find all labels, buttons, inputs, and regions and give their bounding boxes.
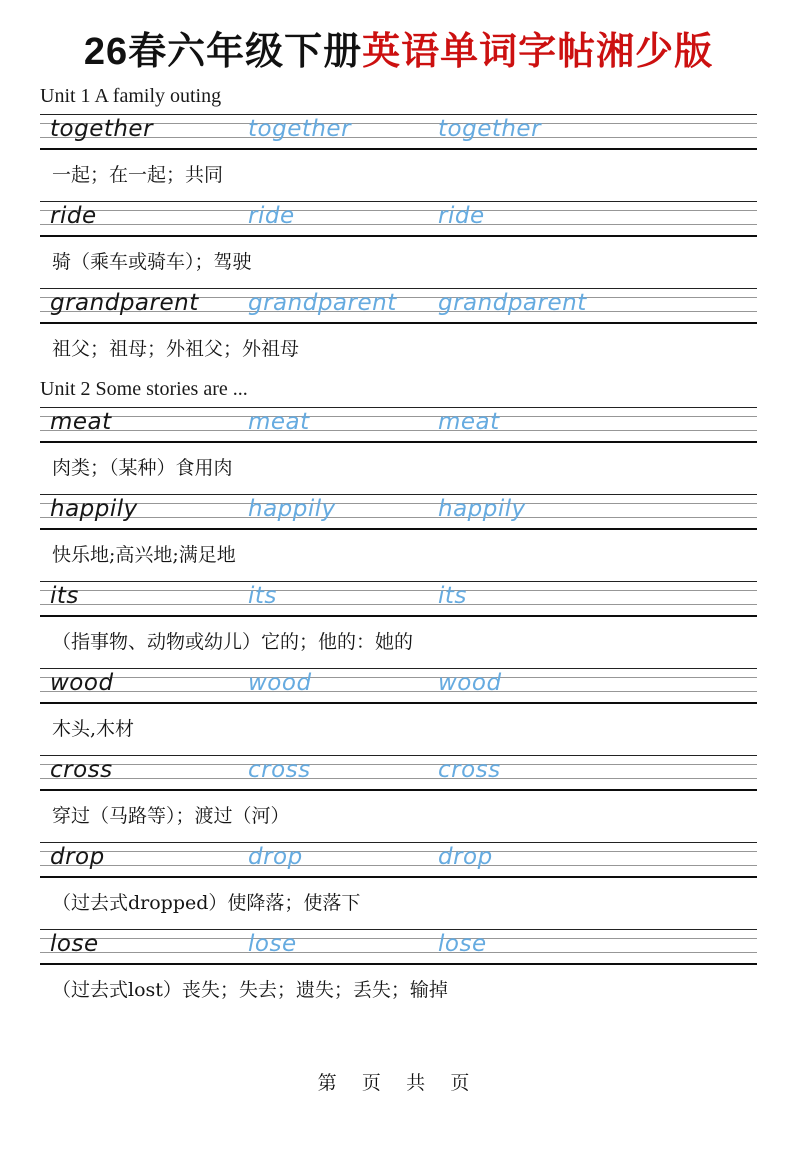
title-subject-part: 英语单词字帖湘少版	[362, 31, 714, 73]
rule-line-top	[40, 842, 757, 843]
trace-word-2: cross	[438, 757, 501, 783]
practice-line-block	[40, 114, 757, 150]
rule-line-baseline	[40, 430, 757, 431]
rule-line-top	[40, 668, 757, 669]
trace-word-2: ride	[438, 203, 485, 229]
practice-word: lose	[50, 931, 99, 957]
word-practice-row	[40, 668, 757, 755]
trace-word-1: its	[248, 583, 277, 609]
practice-line-block	[40, 201, 757, 237]
trace-word-1: meat	[248, 409, 310, 435]
rule-line-baseline	[40, 778, 757, 779]
word-definition: 快乐地;高兴地;满足地	[52, 544, 236, 566]
rule-line-waist	[40, 210, 757, 211]
rule-line-bottom	[40, 441, 757, 443]
word-practice-row	[40, 755, 757, 842]
rule-line-baseline	[40, 224, 757, 225]
rule-line-bottom	[40, 963, 757, 965]
word-definition: （指事物、动物或幼儿）它的；他的：她的	[52, 631, 414, 653]
practice-line-block	[40, 929, 757, 965]
word-definition: 肉类；（某种）食用肉	[52, 457, 233, 479]
word-definition: 一起；在一起；共同	[52, 164, 224, 186]
word-definition: 骑（乘车或骑车）；驾驶	[52, 251, 252, 273]
word-definition: （过去式lost）丧失；失去；遗失；丢失；输掉	[52, 979, 448, 1001]
rule-line-baseline	[40, 691, 757, 692]
rule-line-baseline	[40, 952, 757, 953]
rule-line-bottom	[40, 148, 757, 150]
practice-line-block	[40, 581, 757, 617]
practice-word: meat	[50, 409, 112, 435]
practice-word: cross	[50, 757, 113, 783]
trace-word-1: grandparent	[248, 290, 397, 316]
practice-line-block	[40, 494, 757, 530]
rule-line-waist	[40, 590, 757, 591]
word-definition: 穿过（马路等）；渡过（河）	[52, 805, 290, 827]
rule-line-top	[40, 755, 757, 756]
trace-word-1: happily	[248, 496, 336, 522]
practice-line-block	[40, 288, 757, 324]
worksheet-page	[0, 32, 793, 1154]
trace-word-1: ride	[248, 203, 295, 229]
practice-line-block	[40, 842, 757, 878]
rule-line-bottom	[40, 702, 757, 704]
rule-line-bottom	[40, 789, 757, 791]
trace-word-2: meat	[438, 409, 500, 435]
practice-word: ride	[50, 203, 97, 229]
trace-word-2: drop	[438, 844, 493, 870]
trace-word-1: lose	[248, 931, 297, 957]
trace-word-1: drop	[248, 844, 303, 870]
practice-line-block	[40, 668, 757, 704]
word-practice-row	[40, 288, 757, 375]
practice-word: drop	[50, 844, 105, 870]
rule-line-baseline	[40, 517, 757, 518]
practice-line-block	[40, 407, 757, 443]
practice-word: together	[50, 116, 154, 142]
word-practice-row	[40, 842, 757, 929]
trace-word-2: lose	[438, 931, 487, 957]
rule-line-waist	[40, 938, 757, 939]
trace-word-2: its	[438, 583, 467, 609]
word-practice-row	[40, 201, 757, 288]
rule-line-waist	[40, 851, 757, 852]
rule-line-bottom	[40, 876, 757, 878]
rule-line-bottom	[40, 322, 757, 324]
trace-word-2: happily	[438, 496, 526, 522]
rule-line-top	[40, 581, 757, 582]
trace-word-1: together	[248, 116, 352, 142]
rule-line-baseline	[40, 865, 757, 866]
rule-line-waist	[40, 677, 757, 678]
unit-header: Unit 2 Some stories are ...	[40, 378, 248, 400]
word-practice-row	[40, 407, 757, 494]
word-practice-row	[40, 929, 757, 1016]
practice-word: its	[50, 583, 79, 609]
rule-line-top	[40, 201, 757, 202]
word-definition: 祖父；祖母；外祖父；外祖母	[52, 338, 300, 360]
word-practice-row	[40, 494, 757, 581]
page-number-footer: 第 页 共 页	[317, 1073, 480, 1094]
word-definition: （过去式dropped）使降落；使落下	[52, 892, 361, 914]
rule-line-baseline	[40, 604, 757, 605]
trace-word-1: wood	[248, 670, 312, 696]
rule-line-bottom	[40, 235, 757, 237]
word-practice-row	[40, 114, 757, 201]
rule-line-top	[40, 494, 757, 495]
rule-line-top	[40, 929, 757, 930]
trace-word-2: together	[438, 116, 542, 142]
trace-word-1: cross	[248, 757, 311, 783]
worksheet-content	[40, 84, 757, 1016]
title-grade-part: 26春六年级下册	[83, 31, 363, 73]
word-definition: 木头,木材	[52, 718, 135, 740]
rule-line-waist	[40, 764, 757, 765]
rule-line-waist	[40, 503, 757, 504]
rule-line-bottom	[40, 615, 757, 617]
practice-word: wood	[50, 670, 114, 696]
practice-line-block	[40, 755, 757, 791]
trace-word-2: wood	[438, 670, 502, 696]
practice-word: grandparent	[50, 290, 199, 316]
rule-line-bottom	[40, 528, 757, 530]
word-practice-row	[40, 581, 757, 668]
rule-line-waist	[40, 416, 757, 417]
trace-word-2: grandparent	[438, 290, 587, 316]
unit-header: Unit 1 A family outing	[40, 85, 222, 107]
rule-line-top	[40, 407, 757, 408]
page-title	[40, 32, 757, 72]
practice-word: happily	[50, 496, 138, 522]
